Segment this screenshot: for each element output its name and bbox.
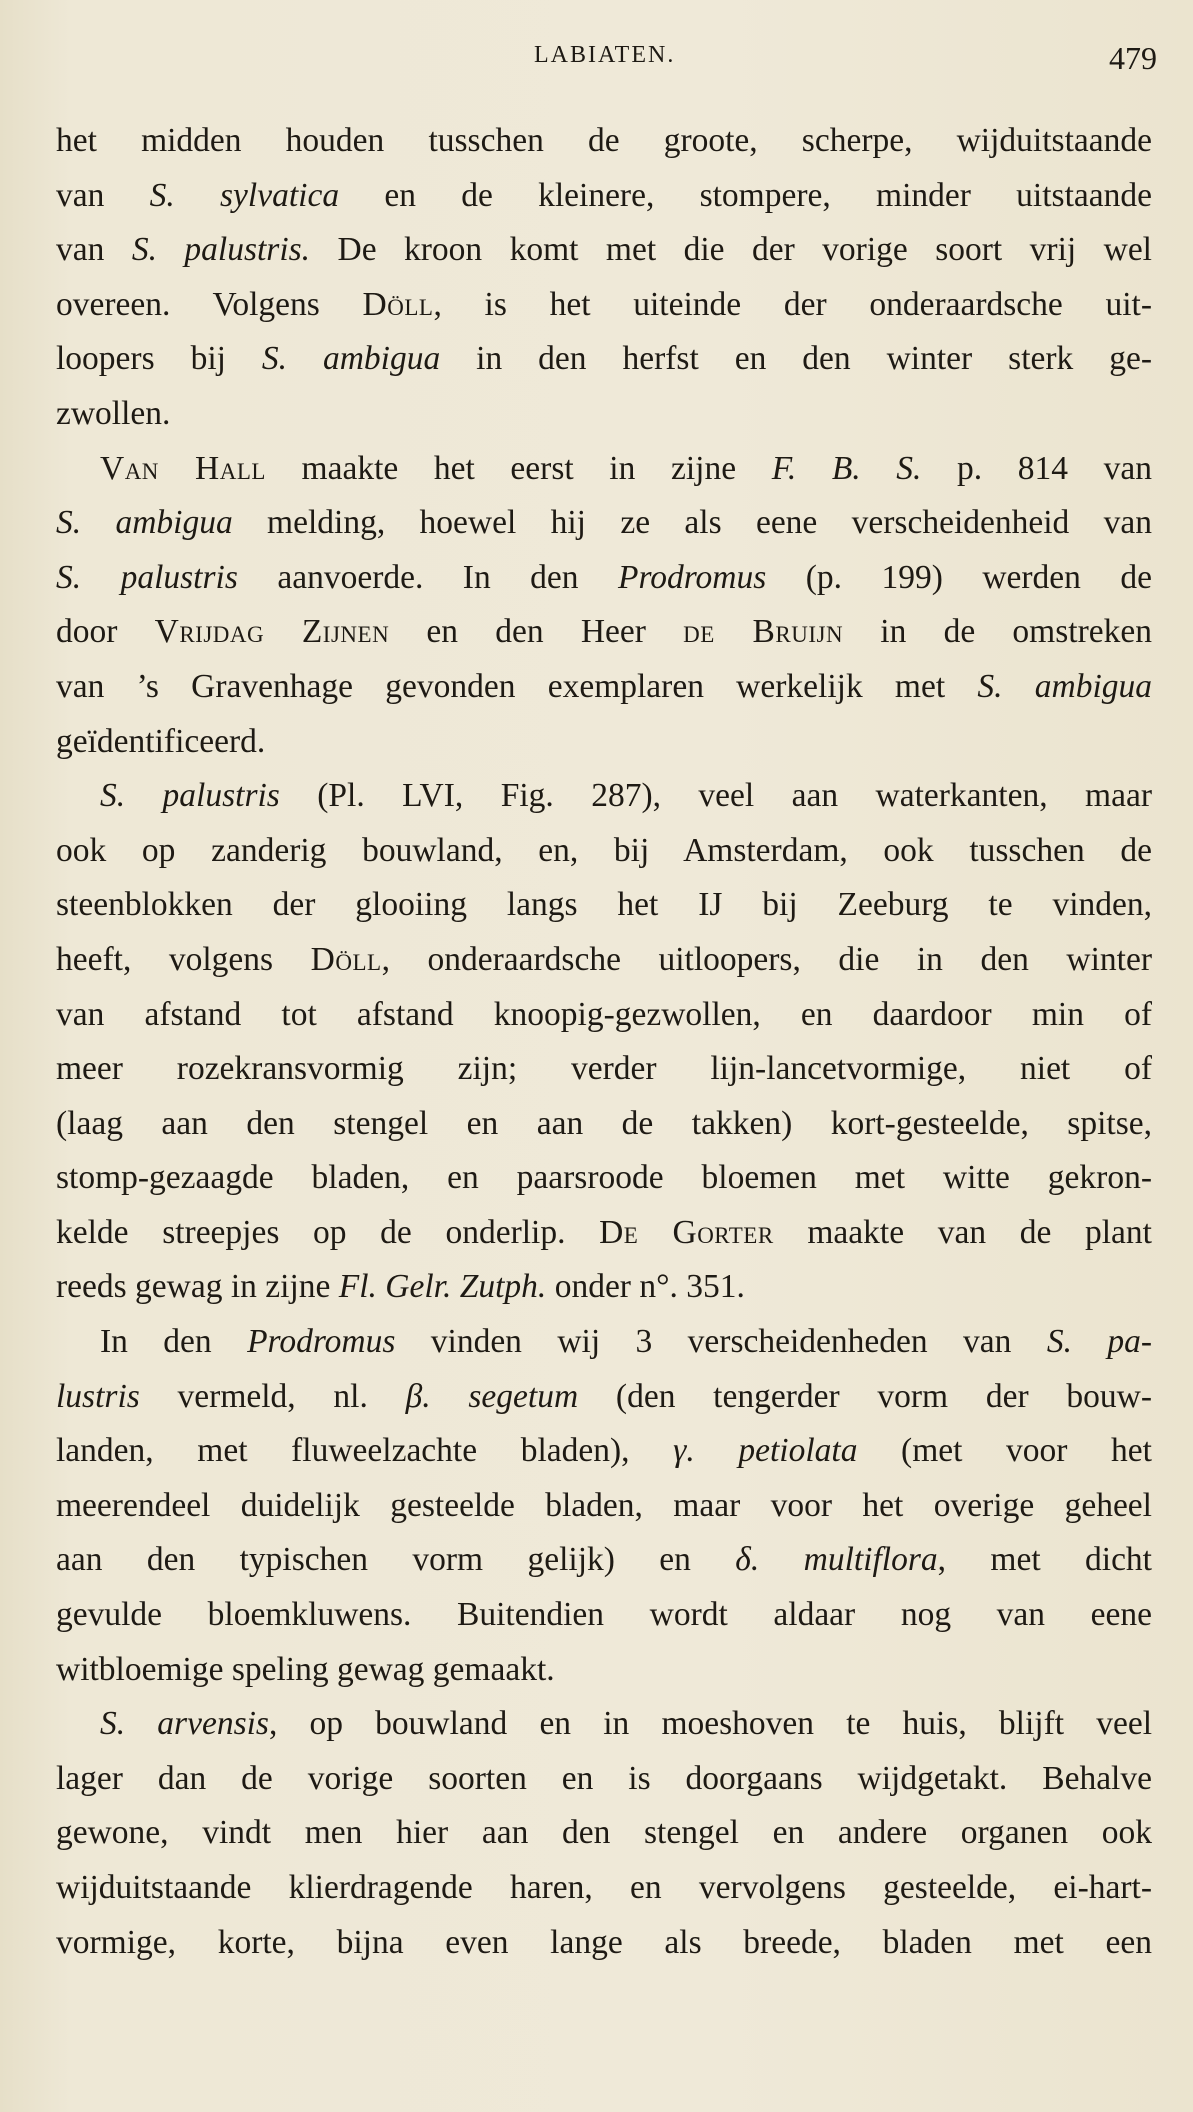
italic-text: F. B. S. [771,449,922,487]
small-caps-name: Döll [310,940,382,978]
italic-text: S. palustris. [131,231,311,269]
paragraph [56,769,1152,1315]
italic-text: S. ambigua [977,667,1152,705]
text-line: S. palustris aanvoerde. In den Prodromus (p. 199) werden de [56,558,1152,596]
italic-text: S. arvensis [100,1705,269,1743]
text-line: het midden houden tusschen de groote, scherpe, wijduitstaande [56,122,1152,159]
text-line: S. ambigua melding, hoewel hij ze als eene verscheidenheid van [56,504,1152,542]
italic-text: lustris [56,1377,140,1415]
italic-text: β. segetum [405,1377,579,1415]
text-line: S. palustris (Pl. LVI, Fig. 287), veel aan waterkanten, maar [100,777,1152,815]
italic-text: S. palustris [100,777,280,815]
text-line: reeds gewag in zijne Fl. Gelr. Zutph. onder n°. 351. [56,1268,745,1306]
body-text [56,114,1152,1970]
paragraph [56,1697,1152,1970]
small-caps-name: de Bruijn [683,613,844,651]
text-line: van S. sylvatica en de kleinere, stompere, minder uitstaande [56,176,1152,214]
italic-text: δ. multiflora [735,1541,938,1579]
text-line: landen, met fluweelzachte bladen), γ. petiolata (met voor het [56,1432,1152,1470]
italic-text: S. sylvatica [149,176,340,214]
page-number: 479 [1109,40,1157,76]
italic-text: Prodromus [617,558,767,596]
small-caps-name: Döll [362,285,434,323]
paragraph [56,1315,1152,1697]
text-line: van afstand tot afstand knoopig-gezwollen, en daardoor min of [56,995,1152,1033]
text-line: S. arvensis, op bouwland en in moeshoven te huis, blijft veel [100,1705,1152,1743]
text-line: (laag aan den stengel en aan de takken) kort-gesteelde, spitse, [56,1104,1152,1142]
small-caps-name: Van Hall [100,449,266,487]
text-line: meer rozekransvormig zijn; verder lijn-lancetvormige, niet of [56,1050,1152,1088]
italic-text: Prodromus [247,1323,396,1361]
text-line: kelde streepjes op de onderlip. De Gorter maakte van de plant [56,1213,1152,1251]
text-line: van S. palustris. De kroon komt met die der vorige soort vrij wel [56,231,1152,269]
page-header [0,40,1193,84]
paragraph [56,114,1152,442]
text-line: gevulde bloemkluwens. Buitendien wordt aldaar nog van eene [56,1596,1152,1634]
text-line: aan den typischen vorm gelijk) en δ. multiflora, met dicht [56,1541,1152,1579]
italic-text: S. ambigua [56,504,233,542]
text-line: van ’s Gravenhage gevonden exemplaren werkelijk met S. ambigua [56,667,1152,705]
text-line: In den Prodromus vinden wij 3 verscheidenheden van S. pa- [100,1323,1152,1361]
text-line: heeft, volgens Döll, onderaardsche uitloopers, die in den winter [56,940,1152,978]
text-line: stomp-gezaagde bladen, en paarsroode bloemen met witte gekron- [56,1159,1152,1197]
italic-text: S. palustris [56,558,238,596]
italic-text: Fl. Gelr. Zutph. [338,1268,547,1306]
text-line: geïdentificeerd. [56,722,266,760]
text-line: Van Hall maakte het eerst in zijne F. B. S. p. 814 van [100,449,1152,487]
italic-text: γ. petiolata [673,1432,858,1470]
text-line: vormige, korte, bijna even lange als breede, bladen met een [56,1923,1152,1961]
italic-text: S. pa- [1046,1323,1152,1361]
text-line: witbloemige speling gewag gemaakt. [56,1650,555,1688]
paragraph [56,442,1152,770]
text-line: wijduitstaande klierdragende haren, en vervolgens gesteelde, ei-hart- [56,1869,1152,1906]
text-line: door Vrijdag Zijnen en den Heer de Bruijn in de omstreken [56,613,1152,651]
text-line: lager dan de vorige soorten en is doorgaans wijdgetakt. Behalve [56,1759,1152,1797]
small-caps-name: De Gorter [599,1213,774,1251]
text-line: meerendeel duidelijk gesteelde bladen, maar voor het overige geheel [56,1486,1152,1524]
text-line: loopers bij S. ambigua in den herfst en den winter sterk ge- [56,340,1152,378]
italic-text: S. ambigua [261,340,441,378]
text-line: lustris vermeld, nl. β. segetum (den tengerder vorm der bouw- [56,1377,1152,1415]
text-line: ook op zanderig bouwland, en, bij Amsterdam, ook tusschen de [56,831,1152,869]
text-line: gewone, vindt men hier aan den stengel en andere organen ook [56,1814,1152,1852]
small-caps-name: Vrijdag Zijnen [154,613,390,651]
text-line: zwollen. [56,394,171,432]
running-title: LABIATEN. [534,42,676,68]
text-line: steenblokken der glooiing langs het IJ bij Zeeburg te vinden, [56,886,1152,924]
text-line: overeen. Volgens Döll, is het uiteinde der onderaardsche uit- [56,285,1152,323]
